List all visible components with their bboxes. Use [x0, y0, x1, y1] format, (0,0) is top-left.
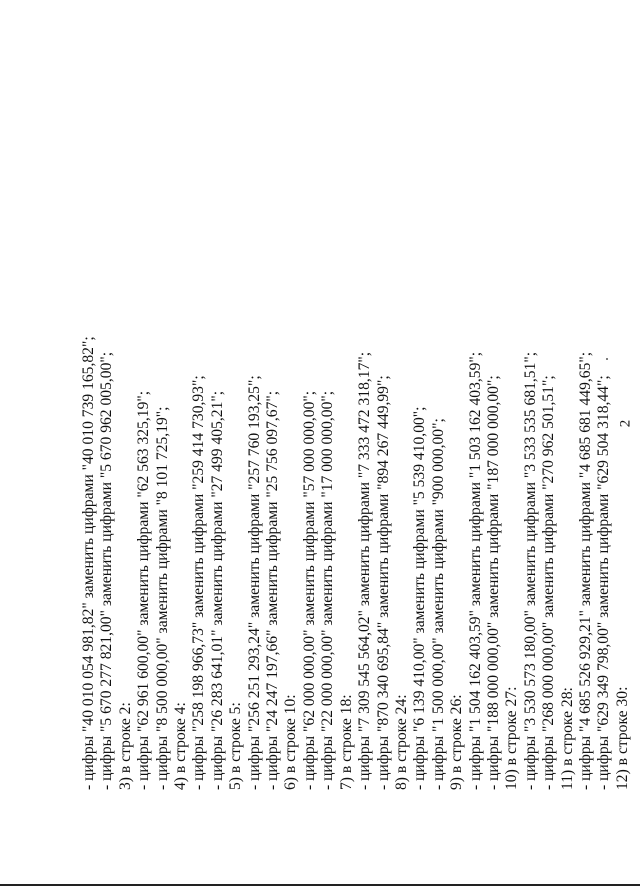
text-line: 3) в строке 2: [116, 702, 134, 790]
text-line: - цифры "3 530 573 180,00" заменить цифрами "3 533 535 681,51"; [521, 351, 539, 790]
text-line: - цифры "1 504 162 403,59" заменить цифрами "1 503 162 403,59"; [466, 351, 484, 790]
text-line: 7) в строке 18: [337, 694, 355, 790]
text-line: - цифры "22 000 000,00" заменить цифрами "17 000 000,00"; [319, 390, 337, 790]
text-line: - цифры "256 251 293,24" заменить цифрами "257 760 193,25"; [245, 375, 263, 790]
text-line: - цифры "8 500 000,00" заменить цифрами "8 101 725,19"; [153, 406, 171, 790]
text-line: - цифры "268 000 000,00" заменить цифрами "270 962 501,51"; [540, 375, 558, 790]
text-line: - цифры "62 961 600,00" заменить цифрами "62 563 325,19"; [135, 390, 153, 790]
text-line: - цифры "26 283 641,01" заменить цифрами "27 499 405,21"; [208, 390, 226, 790]
text-line: 11) в строке 28: [558, 687, 576, 790]
text-line: 12) в строке 30: [613, 686, 631, 790]
text-line: 8) в строке 24: [392, 694, 410, 790]
text-line: 9) в строке 26: [448, 694, 466, 790]
text-line: - цифры "258 198 966,73" заменить цифрами "259 414 730,93"; [190, 375, 208, 790]
text-line: - цифры "188 000 000,00" заменить цифрами "187 000 000,00"; [484, 375, 502, 790]
text-line: - цифры "24 247 197,66" заменить цифрами "25 756 097,67"; [264, 390, 282, 790]
text-line: 5) в строке 5: [227, 702, 245, 790]
text-line: - цифры "62 000 000,00" заменить цифрами "57 000 000,00"; [300, 390, 318, 790]
text-line: - цифры "629 349 798,00" заменить цифрами "629 504 318,44"; [595, 375, 613, 790]
text-line: - цифры "1 500 000,00" заменить цифрами "900 000,00"; [429, 418, 447, 790]
page-number: 2 [617, 419, 634, 428]
text-line: - цифры "5 670 277 821,00" заменить цифрами "5 670 962 005,00"; [98, 351, 116, 790]
amendments-text-block [80, 320, 631, 790]
page-bottom-edge [0, 884, 640, 886]
text-line: - цифры "40 010 054 981,82" заменить цифрами "40 010 739 165,82"; [80, 336, 97, 790]
text-line: - цифры "7 309 545 564,02" заменить цифрами "7 333 472 318,17"; [356, 351, 374, 790]
text-line: 4) в строке 4: [172, 702, 190, 790]
text-line: 10) в строке 27: [503, 686, 521, 790]
text-line: 6) в строке 10: [282, 694, 300, 790]
text-line: - цифры "6 139 410,00" заменить цифрами "5 539 410,00"; [411, 406, 429, 790]
text-line: - цифры "870 340 695,84" заменить цифрами "894 267 449,99"; [374, 375, 392, 790]
text-line: - цифры "4 685 526 929,21" заменить цифрами "4 685 681 449,65"; [576, 351, 594, 790]
